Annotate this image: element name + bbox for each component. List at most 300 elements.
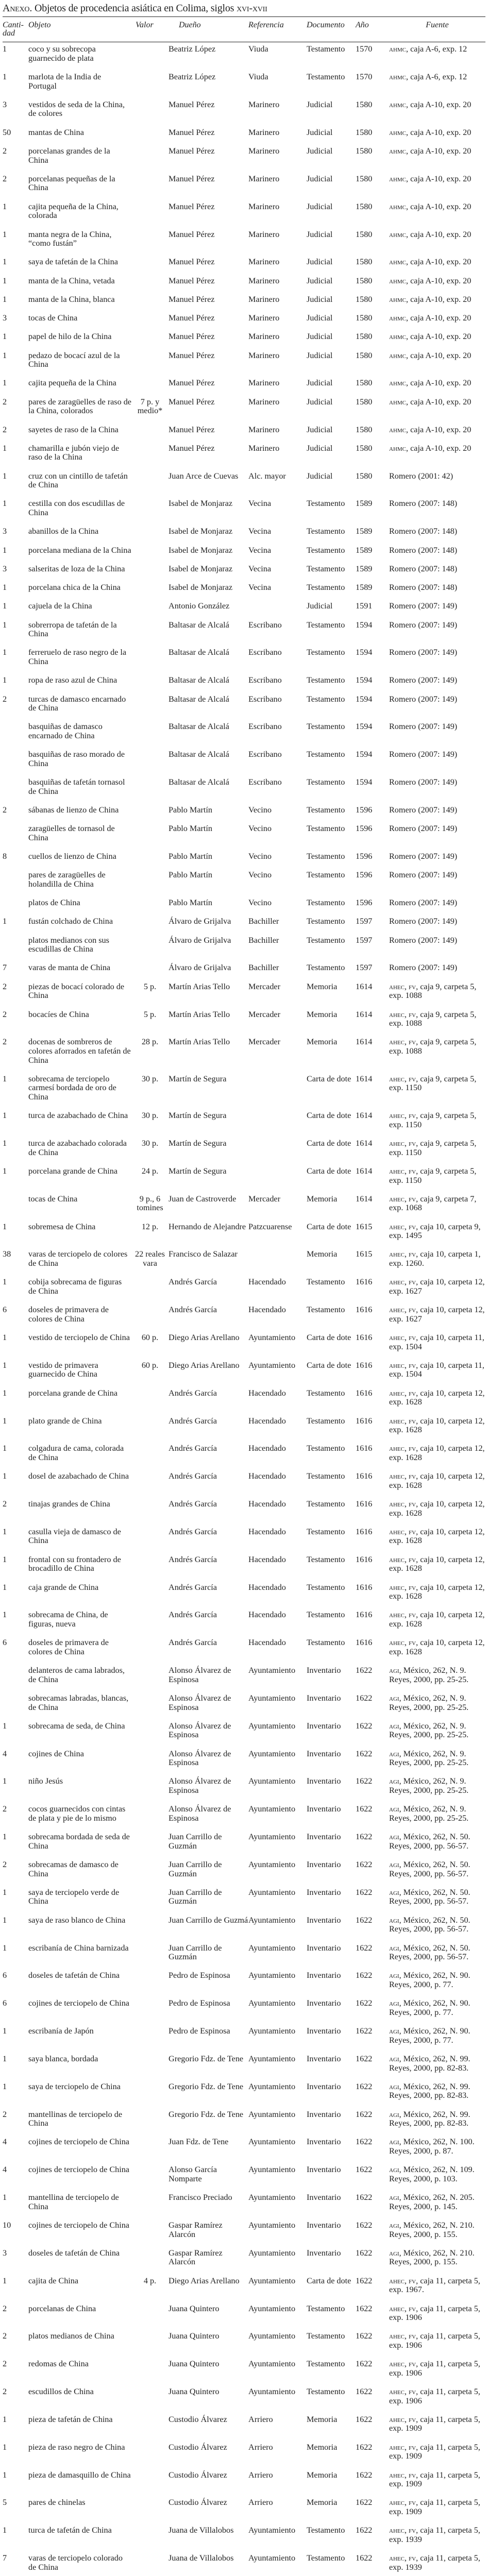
cell-documento: Inventario [307,1998,341,2008]
cell-cantidad: 2 [3,425,7,434]
cell-fuente: agi, México, 262, N. 210. Reyes, 2000, p. 155. [389,2248,475,2267]
cell-dueno: Isabel de Monjaraz [169,583,233,592]
fund-abbrev: fv [409,1249,416,1259]
table-row [3,42,485,70]
cell-cantidad [3,1691,28,1719]
cell-dueno: Andrés García [169,1444,217,1453]
cell-fuente: agi, México, 262, N. 100. Reyes, 2000, p. 87. [389,2137,475,2156]
cell-documento: Inventario [307,1666,341,1675]
cell-objeto: cocos guarnecidos con cintas de plata y pie de lo mismo [28,1804,126,1823]
cell-referencia: Mercader [248,1009,281,1019]
cell-fuente: Romero (2007: 148) [389,583,458,592]
cell-dueno: Gaspar Ramírez Alarcón [169,2220,223,2239]
cell-documento: Judicial [307,601,333,611]
cell-valor [131,2301,169,2329]
cell-fuente: agi, México, 262, N. 9. Reyes, 2000, pp. 25-25. [389,1776,469,1795]
archive-abbrev: ahec [389,1277,405,1287]
cell-referencia: Ayuntamiento [248,2054,296,2063]
table-row [3,1830,485,1858]
cell-fuente: Romero (2007: 149) [389,750,458,759]
cell-documento: Inventario [307,2193,341,2202]
cell-objeto: porcelana grande de China [28,1166,118,1176]
annex-page [3,0,485,2576]
cell-referencia: Ayuntamiento [248,2165,296,2175]
cell-objeto: ferreruelo de raso negro de la China [28,648,127,666]
cell-documento: Judicial [307,229,333,239]
cell-fuente: agi, México, 262, N. 99. Reyes, 2000, pp. 82-83. [389,2109,470,2128]
cell-cantidad: 1 [3,276,7,285]
cell-documento: Testamento [307,917,345,926]
cell-dueno: Álvaro de Grijalva [169,963,231,973]
cell-objeto: zaragüelles de tornasol de China [28,824,115,842]
cell-referencia: Hacendado [248,1277,286,1287]
cell-referencia: Marinero [248,294,280,304]
cell-ano: 1622 [356,1915,373,1925]
archive-abbrev: ahec [389,1139,405,1148]
cell-referencia: Alc. mayor [248,471,286,481]
archive-abbrev: ahmc [389,257,407,267]
cell-cantidad: 1 [3,1388,7,1398]
fund-abbrev: fv [409,1222,416,1231]
cell-dueno: Juana de Villalobos [169,2553,234,2563]
cell-objeto: bocacíes de China [28,1009,89,1019]
cell-referencia: Hacendado [248,1388,286,1398]
cell-referencia: Ayuntamiento [248,2248,296,2258]
cell-cantidad: 1 [3,1277,7,1287]
cell-valor [131,1996,169,2024]
archive-abbrev: ahec [389,2442,405,2452]
cell-fuente: ahmc, caja A-10, exp. 20 [389,294,472,304]
cell-fuente: Romero (2007: 149) [389,620,458,630]
cell-referencia: Ayuntamiento [248,2526,296,2535]
cell-valor [131,255,169,274]
cell-dueno: Manuel Pérez [169,229,215,239]
cell-objeto: basquiñas de damasco encarnado de China [28,722,103,740]
cell-referencia: Vecino [248,870,272,880]
cell-referencia: Ayuntamiento [248,1776,296,1786]
cell-referencia: Ayuntamiento [248,1693,296,1703]
cell-ano: 1616 [356,1527,373,1536]
cell-documento: Inventario [307,2109,341,2119]
archive-abbrev: ahmc [389,378,407,388]
cell-referencia: Ayuntamiento [248,1332,296,1342]
cell-cantidad: 3 [3,2248,7,2258]
cell-ano: 1622 [356,2026,373,2036]
archive-abbrev: ahmc [389,425,407,434]
cell-valor: 7 p. y medio* [137,397,163,416]
cell-ano: 1596 [356,898,373,908]
cell-fuente: ahmc, caja A-10, exp. 20 [389,201,472,211]
table-row [3,2135,485,2163]
cell-dueno: Pablo Martín [169,870,212,880]
cell-objeto: cajuela de la China [28,601,92,611]
cell-cantidad: 10 [3,2220,11,2230]
table-row [3,2191,485,2218]
cell-documento: Judicial [307,127,333,137]
fund-abbrev: fv [409,1074,416,1083]
cell-fuente: agi, México, 262, N. 50. Reyes, 2000, pp. 56-57. [389,1860,470,1878]
cell-ano: 1594 [356,620,373,630]
table-row [3,2523,485,2551]
cell-ano: 1616 [356,1471,373,1481]
fund-abbrev: fv [409,1499,416,1509]
cell-cantidad: 1 [3,1471,7,1481]
archive-abbrev: ahec [389,1444,405,1453]
cell-valor [131,914,169,933]
cell-referencia: Hacendado [248,1305,286,1315]
cell-fuente: ahec, fv, caja 11, carpeta 5, exp. 1906 [389,2387,480,2405]
archive-abbrev: ahec [389,1554,405,1564]
table-row [3,2246,485,2274]
cell-fuente: Romero (2007: 149) [389,777,458,787]
table-row [3,868,485,896]
cell-documento: Testamento [307,564,345,573]
cell-referencia: Marinero [248,313,280,323]
table-row [3,442,485,469]
fund-abbrev: fv [409,1444,416,1453]
table-row [3,748,485,775]
cell-referencia: Ayuntamiento [248,2553,296,2563]
cell-objeto: porcelanas pequeñas de la China [28,174,115,193]
cell-dueno: Isabel de Monjaraz [169,545,233,555]
cell-dueno: Andrés García [169,1471,217,1481]
cell-valor [131,274,169,292]
cell-referencia: Marinero [248,146,280,156]
cell-referencia: Marinero [248,332,280,342]
cell-referencia: Viuda [248,44,268,54]
cell-dueno: Pedro de Espinosa [169,1971,230,1980]
cell-objeto: saya de terciopelo de China [28,2081,121,2091]
cell-fuente: ahec, fv, caja 10, carpeta 12, exp. 1628 [389,1527,485,1546]
cell-fuente: ahec, fv, caja 11, carpeta 5, exp. 1906 [389,2303,480,2323]
cell-referencia: Ayuntamiento [248,2331,296,2341]
table-row [3,1359,485,1386]
cell-dueno: Pablo Martín [169,805,212,815]
cell-cantidad: 1 [3,2054,7,2063]
cell-referencia: Ayuntamiento [248,2081,296,2091]
cell-cantidad: 6 [3,1998,7,2008]
cell-referencia: Ayuntamiento [248,1804,296,1814]
archive-abbrev: ahec [389,1610,405,1620]
cell-cantidad: 1 [3,648,7,657]
archive-abbrev: ahec [389,2359,405,2369]
cell-ano: 1594 [356,777,373,787]
cell-cantidad: 2 [3,397,7,406]
table-row [3,1580,485,1608]
cell-objeto: mantellina de terciopelo de China [28,2193,119,2211]
cell-fuente: ahec, fv, caja 11, carpeta 5, exp. 1909 [389,2498,480,2516]
col-valor: Valor [136,21,154,29]
cell-ano: 1594 [356,648,373,657]
cell-valor [131,227,169,255]
cell-cantidad: 1 [3,1915,7,1925]
cell-documento: Testamento [307,620,345,630]
cell-cantidad: 6 [3,1638,7,1648]
cell-referencia: Vecino [248,824,272,834]
cell-cantidad: 1 [3,2526,7,2535]
cell-valor [131,1608,169,1636]
cell-dueno: Pablo Martín [169,824,212,834]
cell-documento: Inventario [307,1971,341,1980]
cell-ano: 1616 [356,1444,373,1453]
cell-cantidad: 2 [3,1860,7,1869]
cell-fuente: agi, México, 262, N. 99. Reyes, 2000, pp. 82-83. [389,2081,470,2100]
cell-fuente: ahec, fv, caja 10, carpeta 12, exp. 1627 [389,1277,485,1296]
archive-abbrev: ahec [389,1527,405,1536]
cell-objeto: manta negra de la China, “como fustán” [28,229,112,248]
archive-abbrev: agi [389,2193,399,2202]
cell-documento: Judicial [307,174,333,183]
table-row [3,1303,485,1331]
cell-objeto: doseles de primavera de colores de China [28,1305,109,1324]
cell-fuente: ahmc, caja A-10, exp. 20 [389,378,472,388]
archive-abbrev: ahec [389,1194,405,1204]
cell-valor [131,775,169,803]
cell-ano: 1614 [356,1074,373,1083]
cell-fuente: Romero (2007: 149) [389,870,458,880]
cell-cantidad: 2 [3,1804,7,1814]
cell-referencia [248,1247,307,1275]
cell-documento: Judicial [307,276,333,285]
cell-objeto: sobrecamas de damasco de China [28,1860,119,1878]
fund-abbrev: fv [409,2470,416,2480]
archive-abbrev: ahec [389,1360,405,1370]
cell-cantidad: 3 [3,527,7,536]
table-row [3,293,485,311]
cell-documento: Testamento [307,1277,345,1287]
cell-valor [131,692,169,720]
cell-documento: Testamento [307,851,345,861]
table-row [3,618,485,646]
fund-abbrev: fv [409,1111,416,1121]
cell-documento: Testamento [307,1610,345,1620]
cell-ano: 1580 [356,146,373,156]
table-row [3,2218,485,2246]
cell-valor [131,646,169,673]
fund-abbrev: fv [409,1009,416,1019]
cell-dueno: Andrés García [169,1277,217,1287]
archive-abbrev: ahec [389,1166,405,1176]
cell-referencia: Ayuntamiento [248,2303,296,2313]
cell-documento: Judicial [307,471,333,481]
cell-objeto: pares de chinelas [28,2498,86,2507]
cell-referencia: Ayuntamiento [248,1998,296,2008]
cell-referencia: Ayuntamiento [248,2276,296,2285]
cell-fuente: ahmc, caja A-10, exp. 20 [389,174,472,183]
cell-referencia: Mercader [248,1194,281,1204]
cell-fuente: agi, México, 262, N. 210. Reyes, 2000, p. 155. [389,2220,475,2239]
cell-dueno: Martín Arias Tello [169,1009,230,1019]
cell-objeto: escudillos de China [28,2387,94,2397]
cell-cantidad: 1 [3,1943,7,1953]
cell-dueno: Juana Quintero [169,2331,220,2341]
archive-abbrev: ahec [389,1037,405,1047]
table-row [3,2496,485,2523]
fund-abbrev: fv [409,1610,416,1620]
cell-ano: 1614 [356,1194,373,1204]
archive-abbrev: ahmc [389,146,407,156]
table-row [3,961,485,979]
cell-dueno: Baltasar de Alcalá [169,777,229,787]
cell-dueno: Manuel Pérez [169,313,215,323]
cell-fuente: agi, México, 262, N. 9. Reyes, 2000, pp. 25-25. [389,1804,469,1823]
cell-valor [131,2551,169,2576]
table-row [3,2301,485,2329]
fund-abbrev: fv [409,1332,416,1342]
cell-valor [131,1664,169,1691]
cell-referencia: Ayuntamiento [248,1721,296,1731]
cell-fuente: ahec, fv, caja 10, carpeta 11, exp. 1504 [389,1332,484,1351]
cell-ano: 1570 [356,44,373,54]
archive-abbrev: ahec [389,2498,405,2507]
archive-abbrev: ahec [389,2276,405,2285]
cell-ano: 1596 [356,870,373,880]
cell-objeto: porcelana mediana de la China [28,545,131,555]
cell-cantidad: 2 [3,694,7,704]
title-prefix: Anexo. [3,3,32,14]
cell-referencia [248,1109,307,1137]
cell-fuente: Romero (2007: 148) [389,527,458,536]
cell-valor [131,1414,169,1442]
cell-objeto: cobija sobrecama de figuras de China [28,1277,122,1296]
cell-ano: 1616 [356,1388,373,1398]
cell-cantidad: 1 [3,72,7,82]
cell-valor [131,1469,169,1497]
archive-abbrev: ahmc [389,350,407,360]
archive-abbrev: ahec [389,2553,405,2563]
cell-documento: Carta de dote [307,1166,351,1176]
cell-cantidad: 2 [3,2387,7,2397]
cell-objeto: abanillos de la China [28,527,99,536]
cell-objeto: tocas de China [28,1194,78,1204]
cell-documento: Judicial [307,99,333,109]
cell-documento: Testamento [307,2387,345,2397]
cell-objeto: redomas de China [28,2359,89,2369]
cell-ano: 1622 [356,1998,373,2008]
cell-fuente: ahec, fv, caja 10, carpeta 12, exp. 1628 [389,1638,485,1656]
archive-abbrev: agi [389,1998,399,2008]
cell-objeto: cajita pequeña de la China, colorada [28,201,119,221]
cell-documento: Inventario [307,1943,341,1953]
table-row [3,581,485,599]
cell-cantidad: 1 [3,1222,7,1231]
table-row [3,2107,485,2135]
cell-objeto: pedazo de bocací azul de la China [28,350,120,369]
cell-referencia: Hacendado [248,1499,286,1509]
table-row [3,2357,485,2385]
cell-documento: Testamento [307,545,345,555]
cell-valor [131,42,169,70]
cell-fuente: Romero (2007: 149) [389,935,458,945]
fund-abbrev: fv [409,1277,416,1287]
cell-dueno: Baltasar de Alcalá [169,620,229,630]
cell-cantidad: 1 [3,2193,7,2202]
cell-objeto: colgadura de cama, colorada de China [28,1444,124,1462]
cell-objeto: porcelana chica de la China [28,583,121,592]
cell-fuente: ahmc, caja A-10, exp. 20 [389,229,472,239]
archive-abbrev: ahmc [389,294,407,304]
cell-objeto: varas de manta de China [28,963,111,973]
cell-fuente: Romero (2007: 149) [389,963,458,973]
cell-ano: 1580 [356,276,373,285]
archive-abbrev: ahec [389,1111,405,1121]
cell-documento: Testamento [307,722,345,732]
table-row [3,2413,485,2441]
cell-documento: Testamento [307,1527,345,1536]
cell-fuente: ahec, fv, caja 9, carpeta 5, exp. 1150 [389,1074,477,1093]
cell-cantidad: 2 [3,2331,7,2341]
cell-documento: Inventario [307,2081,341,2091]
cell-ano: 1589 [356,564,373,573]
cell-dueno: Alonso Álvarez de Espinosa [169,1749,231,1768]
cell-ano: 1622 [356,2193,373,2202]
cell-fuente: agi, México, 262, N. 99. Reyes, 2000, pp. 82-83. [389,2054,470,2073]
cell-ano: 1614 [356,1139,373,1148]
cell-dueno: Juana de Villalobos [169,2526,234,2535]
table-row [3,199,485,227]
cell-dueno: Manuel Pérez [169,99,215,109]
fund-abbrev: fv [409,1194,416,1204]
cell-documento: Memoria [307,2442,338,2452]
cell-objeto: niño Jesús [28,1776,63,1786]
cell-objeto: basquiñas de tafetán tornasol de China [28,777,125,796]
cell-valor [131,376,169,395]
cell-objeto: manta de la China, vetada [28,276,115,285]
cell-cantidad: 3 [3,313,7,323]
cell-documento: Testamento [307,2526,345,2535]
archive-abbrev: agi [389,1804,399,1814]
fund-abbrev: fv [409,2387,416,2397]
cell-fuente: ahec, fv, caja 10, carpeta 9, exp. 1495 [389,1222,481,1241]
cell-cantidad [3,896,28,914]
cell-fuente: ahec, fv, caja 10, carpeta 11, exp. 1504 [389,1360,484,1379]
cell-objeto: escribanía de China barnizada [28,1943,129,1953]
cell-documento: Inventario [307,1721,341,1731]
cell-dueno: Manuel Pérez [169,350,215,360]
cell-objeto: fustán colchado de China [28,917,113,926]
cell-valor [131,2191,169,2218]
cell-objeto: papel de hilo de la China [28,332,112,342]
cell-fuente: ahec, fv, caja 10, carpeta 12, exp. 1627 [389,1305,485,1324]
cell-valor [131,311,169,330]
archive-abbrev: ahec [389,2303,405,2313]
cell-referencia: Ayuntamiento [248,1943,296,1953]
cell-documento: Memoria [307,2470,338,2480]
cell-ano: 1580 [356,350,373,360]
cell-ano: 1622 [356,1887,373,1897]
archive-abbrev: ahec [389,2526,405,2535]
cell-documento: Carta de dote [307,1074,351,1083]
cell-objeto: sobrecama bordada de seda de China [28,1832,130,1851]
table-row [3,469,485,497]
cell-dueno: Andrés García [169,1305,217,1315]
cell-fuente: ahec, fv, caja 9, carpeta 5, exp. 1150 [389,1111,477,1129]
cell-ano: 1594 [356,750,373,759]
cell-objeto: saya blanca, bordada [28,2054,98,2063]
cell-referencia: Escribano [248,620,282,630]
cell-cantidad: 1 [3,601,7,611]
cell-objeto: cojines de terciopelo de China [28,1998,129,2008]
cell-cantidad: 6 [3,1305,7,1315]
cell-referencia: Hacendado [248,1471,286,1481]
cell-documento: Testamento [307,1444,345,1453]
archive-abbrev: ahmc [389,201,407,211]
cell-referencia: Marinero [248,425,280,434]
cell-dueno: Alonso Álvarez de Espinosa [169,1666,231,1684]
cell-cantidad: 3 [3,564,7,573]
cell-cantidad: 2 [3,2359,7,2369]
cell-valor [131,524,169,543]
